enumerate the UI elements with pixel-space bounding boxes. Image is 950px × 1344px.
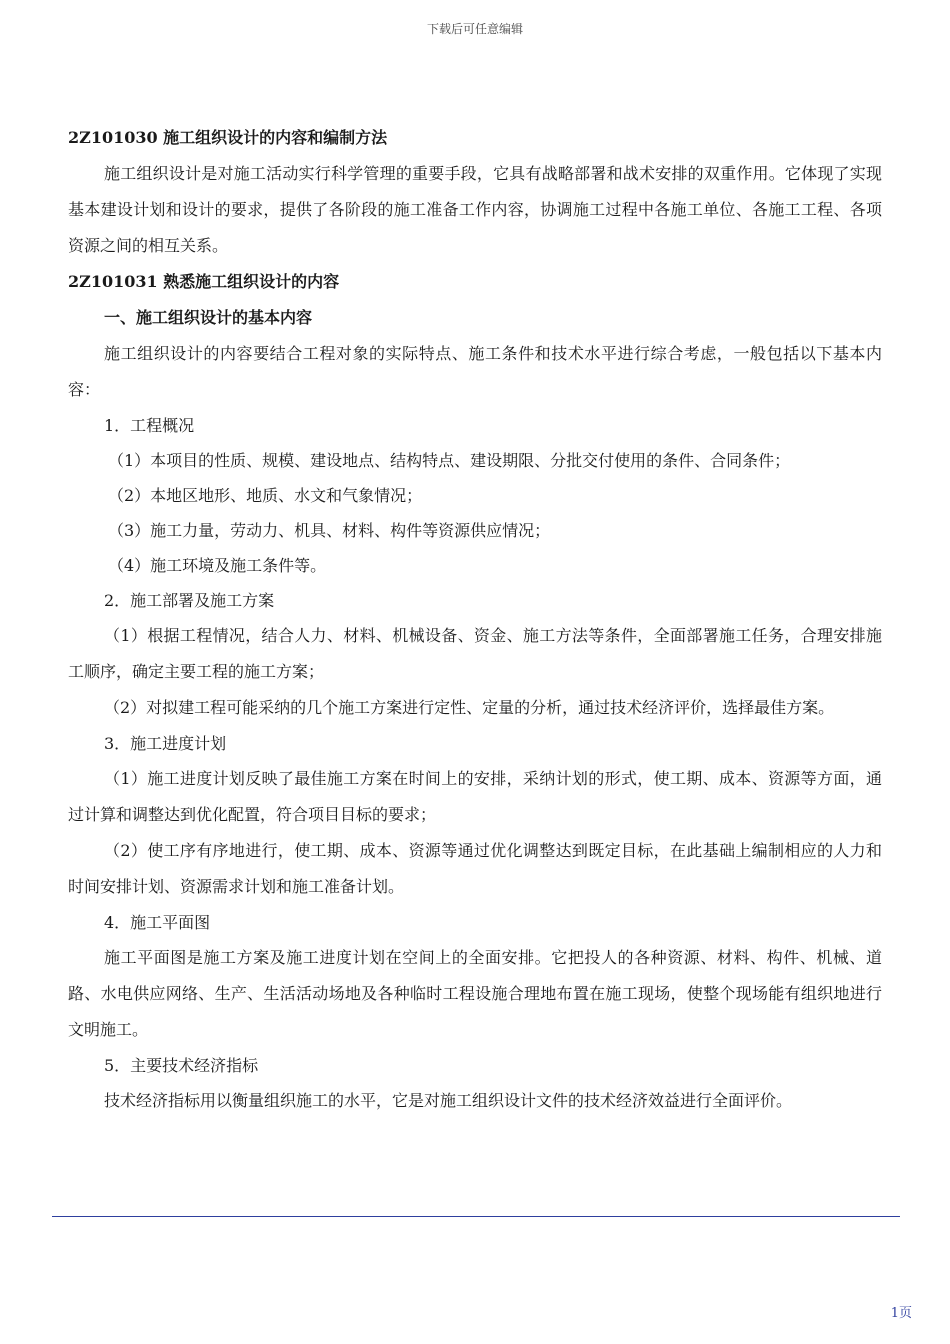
item-2-title: 2．施工部署及施工方案 [104, 591, 275, 610]
item-1-sub-4: （4）施工环境及施工条件等。 [108, 556, 327, 575]
item-5-title: 5．主要技术经济指标 [104, 1056, 259, 1075]
item-1-sub-2: （2）本地区地形、地质、水文和气象情况； [108, 486, 423, 505]
part-one-title: 一、施工组织设计的基本内容 [104, 308, 313, 327]
item-1-sub-3: （3）施工力量，劳动力、机具、材料、构件等资源供应情况； [108, 521, 551, 540]
footer-rule [52, 1216, 900, 1217]
subsection-title: 2Z101031 熟悉施工组织设计的内容 [68, 272, 340, 291]
page-header: 下载后可任意编辑 [426, 22, 523, 36]
item-4-body: 施工平面图是施工方案及施工进度计划在空间上的全面安排。它把投人的各种资源、材料、构件、机械、道路、水电供应网络、生产、生活活动场地及各种临时工程设施合理地布置在施工现场，使整个现场能有组织地进行文明施工。 [68, 948, 882, 1039]
item-4-title: 4．施工平面图 [104, 913, 211, 932]
item-5-body: 技术经济指标用以衡量组织施工的水平，它是对施工组织设计文件的技术经济效益进行全面评价。 [104, 1091, 793, 1110]
item-1-title: 1．工程概况 [104, 416, 195, 435]
item-3-sub-1: （1）施工进度计划反映了最佳施工方案在时间上的安排，采纳计划的形式，使工期、成本、资源等方面，通过计算和调整达到优化配置，符合项目目标的要求； [68, 769, 882, 824]
item-2-sub-2: （2）对拟建工程可能采纳的几个施工方案进行定性、定量的分析，通过技术经济评价，选择最佳方案。 [104, 698, 835, 717]
item-1-sub-1: （1）本项目的性质、规模、建设地点、结构特点、建设期限、分批交付使用的条件、合同条件； [108, 451, 791, 470]
intro-paragraph: 施工组织设计是对施工活动实行科学管理的重要手段，它具有战略部署和战术安排的双重作用。它体现了实现基本建设计划和设计的要求，提供了各阶段的施工准备工作内容，协调施工过程中各施工单位、各施工工程、各项资源之间的相互关系。 [68, 164, 882, 255]
item-3-sub-2: （2）使工序有序地进行，使工期、成本、资源等通过优化调整达到既定目标，在此基础上编制相应的人力和时间安排计划、资源需求计划和施工准备计划。 [68, 841, 882, 896]
part-one-intro: 施工组织设计的内容要结合工程对象的实际特点、施工条件和技术水平进行综合考虑，一般包括以下基本内容： [68, 344, 882, 399]
item-3-title: 3．施工进度计划 [104, 734, 227, 753]
page-number: 1页 [890, 1306, 912, 1321]
section-title: 2Z101030 施工组织设计的内容和编制方法 [68, 128, 388, 147]
document-body [68, 120, 882, 1119]
item-2-sub-1: （1）根据工程情况，结合人力、材料、机械设备、资金、施工方法等条件，全面部署施工任务，合理安排施工顺序，确定主要工程的施工方案； [68, 626, 882, 681]
